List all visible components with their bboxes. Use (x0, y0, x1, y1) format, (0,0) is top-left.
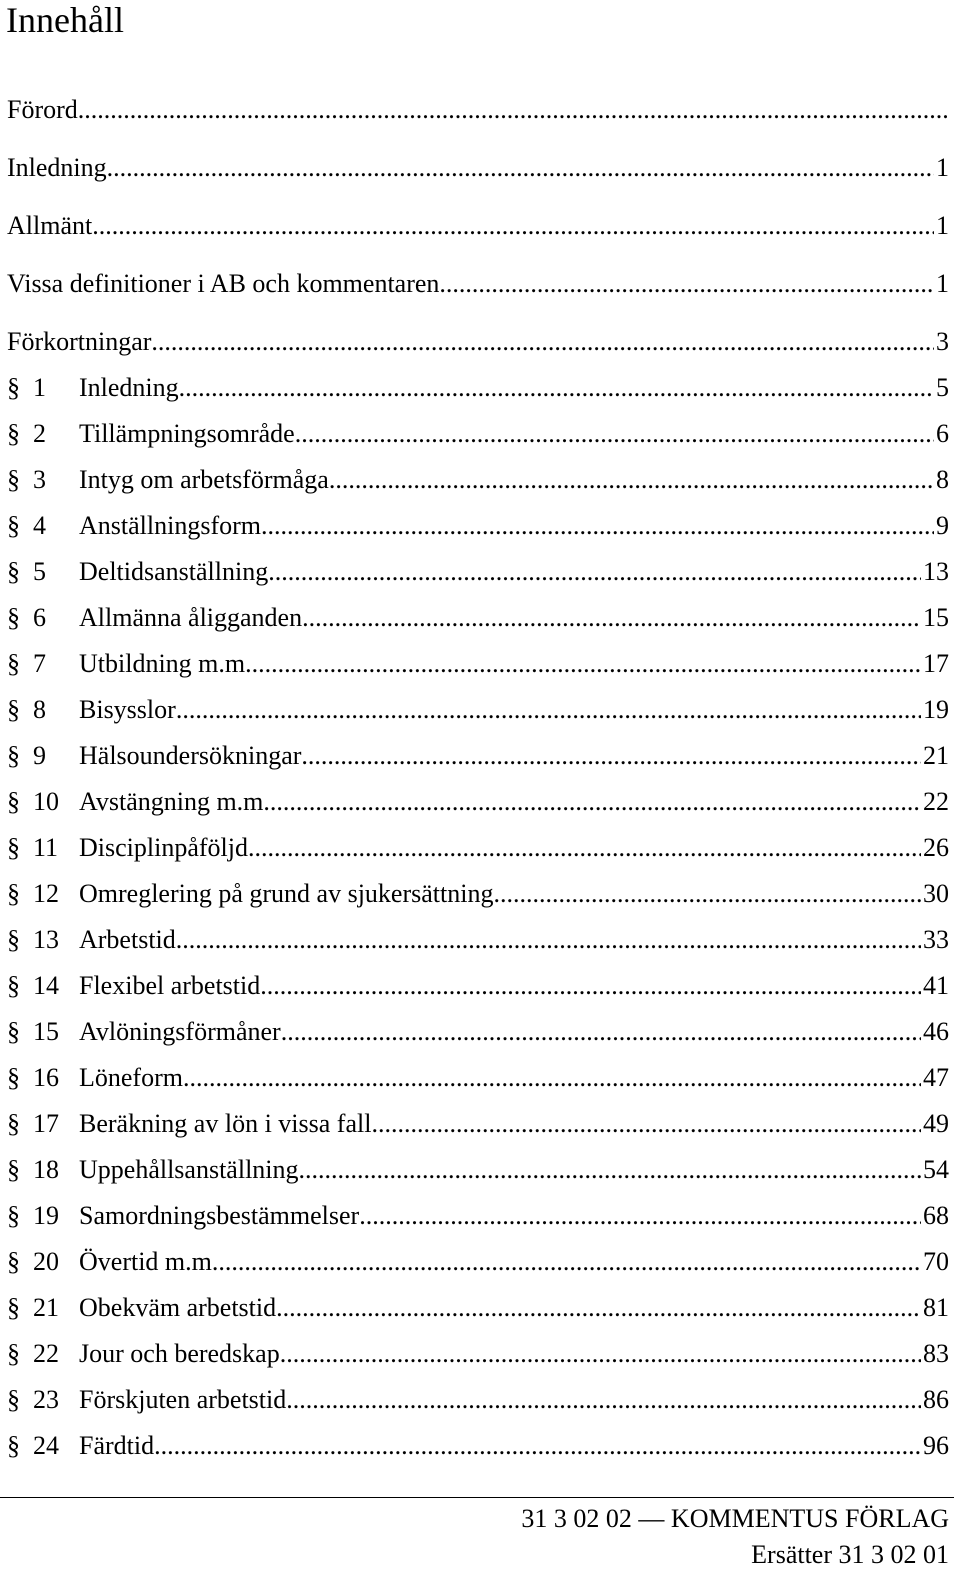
toc-section-entry (7, 647, 949, 681)
dot-leader (176, 923, 921, 957)
toc-entry-page: 5 (936, 373, 949, 402)
dot-leader (176, 693, 921, 727)
section-number: 5 (33, 557, 46, 586)
section-symbol: § (7, 373, 20, 402)
section-symbol: § (7, 833, 20, 862)
section-symbol: § (7, 1247, 20, 1276)
dot-leader (151, 325, 934, 359)
toc-entry-page: 47 (923, 1063, 949, 1092)
toc-section-entry (7, 371, 949, 405)
dot-leader (302, 601, 921, 635)
section-number: 10 (33, 787, 59, 816)
toc-section-entry (7, 1383, 949, 1417)
toc-entry-page: 21 (923, 741, 949, 770)
dot-leader (359, 1199, 921, 1233)
footer-publisher-line: 31 3 02 02 — KOMMENTUS FÖRLAG (521, 1504, 949, 1533)
section-number: 6 (33, 603, 46, 632)
section-number: 16 (33, 1063, 59, 1092)
toc-entry-title: Bisysslor (79, 695, 176, 724)
section-symbol: § (7, 1339, 20, 1368)
toc-section-entry (7, 923, 949, 957)
toc-section-entry (7, 739, 949, 773)
toc-section-entry (7, 1153, 949, 1187)
section-symbol: § (7, 419, 20, 448)
section-symbol: § (7, 925, 20, 954)
toc-section-entry (7, 1199, 949, 1233)
toc-entry-page: 19 (923, 695, 949, 724)
dot-leader (299, 1153, 921, 1187)
dot-leader (439, 267, 934, 301)
toc-section-entry (7, 693, 949, 727)
section-number: 4 (33, 511, 46, 540)
toc-section-entry (7, 1429, 949, 1463)
toc-entry-title: Inledning (79, 373, 179, 402)
dot-leader (179, 371, 934, 405)
toc-entry-title: Förskjuten arbetstid (79, 1385, 287, 1414)
toc-entry-forkortningar (7, 325, 949, 359)
toc-entry-page: 41 (923, 971, 949, 1000)
section-symbol: § (7, 603, 20, 632)
toc-entry-page: 6 (936, 419, 949, 448)
dot-leader (301, 739, 921, 773)
toc-entry-page: 54 (923, 1155, 949, 1184)
toc-entry-page: 1 (936, 269, 949, 298)
section-symbol: § (7, 1431, 20, 1460)
dot-leader (154, 1429, 921, 1463)
toc-entry-title: Avstängning m.m. (79, 787, 270, 816)
toc-entry-title: Hälsoundersökningar (79, 741, 302, 770)
toc-section-entry (7, 555, 949, 589)
toc-entry-inledning (7, 151, 949, 185)
toc-entry-title: Allmänna åligganden (79, 603, 303, 632)
toc-section-entry (7, 1015, 949, 1049)
toc-entry-title: Jour och beredskap (79, 1339, 280, 1368)
dot-leader (218, 1245, 921, 1279)
dot-leader (261, 509, 934, 543)
section-number: 24 (33, 1431, 59, 1460)
toc-section-entry (7, 463, 949, 497)
toc-entry-title: Vissa definitioner i AB och kommentaren (7, 269, 440, 298)
section-number: 13 (33, 925, 59, 954)
toc-entry-page: 3 (936, 327, 949, 356)
toc-entry-title: Samordningsbestämmelser (79, 1201, 360, 1230)
dot-leader (183, 1061, 921, 1095)
toc-entry-title: Obekväm arbetstid (79, 1293, 277, 1322)
toc-section-entry (7, 1245, 949, 1279)
dot-leader (329, 463, 934, 497)
toc-section-entry (7, 877, 949, 911)
toc-section-entry (7, 1107, 949, 1141)
toc-entry-title: Disciplinpåföljd (79, 833, 248, 862)
section-symbol: § (7, 971, 20, 1000)
dot-leader (371, 1107, 921, 1141)
section-symbol: § (7, 879, 20, 908)
toc-entry-title: Anställningsform (79, 511, 261, 540)
toc-entry-page: 70 (923, 1247, 949, 1276)
section-number: 21 (33, 1293, 59, 1322)
section-symbol: § (7, 1155, 20, 1184)
toc-entry-forord (7, 93, 949, 127)
section-symbol: § (7, 465, 20, 494)
toc-entry-definitioner (7, 267, 949, 301)
toc-entry-title: Beräkning av lön i vissa fall (79, 1109, 372, 1138)
toc-entry-title: Intyg om arbetsförmåga (79, 465, 329, 494)
section-number: 8 (33, 695, 46, 724)
section-number: 9 (33, 741, 46, 770)
toc-entry-title: Förkortningar (7, 327, 152, 356)
dot-leader (295, 417, 934, 451)
section-symbol: § (7, 787, 20, 816)
section-number: 18 (33, 1155, 59, 1184)
section-number: 2 (33, 419, 46, 448)
toc-entry-page: 1 (936, 153, 949, 182)
toc-section-entry (7, 1291, 949, 1325)
toc-entry-title: Löneform (79, 1063, 183, 1092)
toc-entry-title: Förord (7, 95, 78, 124)
toc-entry-page: 9 (936, 511, 949, 540)
footer-replaces-line: Ersätter 31 3 02 01 (751, 1540, 949, 1569)
toc-entry-page: 15 (923, 603, 949, 632)
section-number: 15 (33, 1017, 59, 1046)
toc-entry-page: 81 (923, 1293, 949, 1322)
section-number: 12 (33, 879, 59, 908)
section-symbol: § (7, 1109, 20, 1138)
section-number: 7 (33, 649, 46, 678)
dot-leader (493, 877, 921, 911)
section-symbol: § (7, 1063, 20, 1092)
toc-entry-page: 22 (923, 787, 949, 816)
toc-section-entry (7, 509, 949, 543)
toc-section-entry (7, 1337, 949, 1371)
section-symbol: § (7, 695, 20, 724)
dot-leader (107, 151, 934, 185)
section-symbol: § (7, 649, 20, 678)
section-number: 11 (33, 833, 59, 862)
section-number: 19 (33, 1201, 59, 1230)
toc-entry-page: 49 (923, 1109, 949, 1138)
toc-section-entry (7, 785, 949, 819)
section-number: 20 (33, 1247, 59, 1276)
toc-entry-title: Uppehållsanställning (79, 1155, 299, 1184)
toc-entry-title: Färdtid (79, 1431, 155, 1460)
toc-entry-title: Arbetstid (79, 925, 176, 954)
toc-entry-page: 26 (923, 833, 949, 862)
toc-entry-title: Flexibel arbetstid (79, 971, 261, 1000)
toc-entry-title: Deltidsanställning (79, 557, 269, 586)
dot-leader (270, 785, 921, 819)
toc-section-entry (7, 417, 949, 451)
toc-entry-title: Allmänt (7, 211, 93, 240)
section-symbol: § (7, 1201, 20, 1230)
page-title: Innehåll (6, 0, 124, 40)
toc-section-entry (7, 601, 949, 635)
section-number: 1 (33, 373, 46, 402)
section-number: 14 (33, 971, 59, 1000)
section-number: 17 (33, 1109, 59, 1138)
toc-entry-page: 83 (923, 1339, 949, 1368)
toc-section-entry (7, 969, 949, 1003)
dot-leader (276, 1291, 921, 1325)
dot-leader (92, 209, 934, 243)
section-number: 22 (33, 1339, 59, 1368)
toc-entry-page: 1 (936, 211, 949, 240)
dot-leader (286, 1383, 921, 1417)
toc-section-entry (7, 1061, 949, 1095)
toc-entry-allmant (7, 209, 949, 243)
toc-entry-page: 17 (923, 649, 949, 678)
toc-entry-page: 68 (923, 1201, 949, 1230)
section-symbol: § (7, 511, 20, 540)
toc-entry-page: 33 (923, 925, 949, 954)
dot-leader (281, 1015, 921, 1049)
dot-leader (260, 969, 921, 1003)
section-symbol: § (7, 741, 20, 770)
dot-leader (252, 647, 921, 681)
section-symbol: § (7, 557, 20, 586)
dot-leader (268, 555, 921, 589)
toc-entry-title: Tillämpningsområde (79, 419, 295, 448)
toc-entry-page: 86 (923, 1385, 949, 1414)
dot-leader (280, 1337, 921, 1371)
section-number: 23 (33, 1385, 59, 1414)
toc-entry-title: Avlöningsförmåner (79, 1017, 281, 1046)
toc-entry-title: Inledning (7, 153, 107, 182)
toc-entry-page: 13 (923, 557, 949, 586)
dot-leader (248, 831, 921, 865)
section-symbol: § (7, 1017, 20, 1046)
toc-entry-title: Omreglering på grund av sjukersättning (79, 879, 494, 908)
dot-leader (78, 93, 947, 127)
toc-entry-page: 30 (923, 879, 949, 908)
toc-section-entry (7, 831, 949, 865)
section-symbol: § (7, 1293, 20, 1322)
toc-entry-page: 8 (936, 465, 949, 494)
toc-entry-title: Utbildning m.m. (79, 649, 252, 678)
toc-entry-page: 46 (923, 1017, 949, 1046)
section-symbol: § (7, 1385, 20, 1414)
section-number: 3 (33, 465, 46, 494)
footer-divider (0, 1497, 954, 1498)
toc-entry-page: 96 (923, 1431, 949, 1460)
toc-entry-title: Övertid m.m. (79, 1247, 219, 1276)
